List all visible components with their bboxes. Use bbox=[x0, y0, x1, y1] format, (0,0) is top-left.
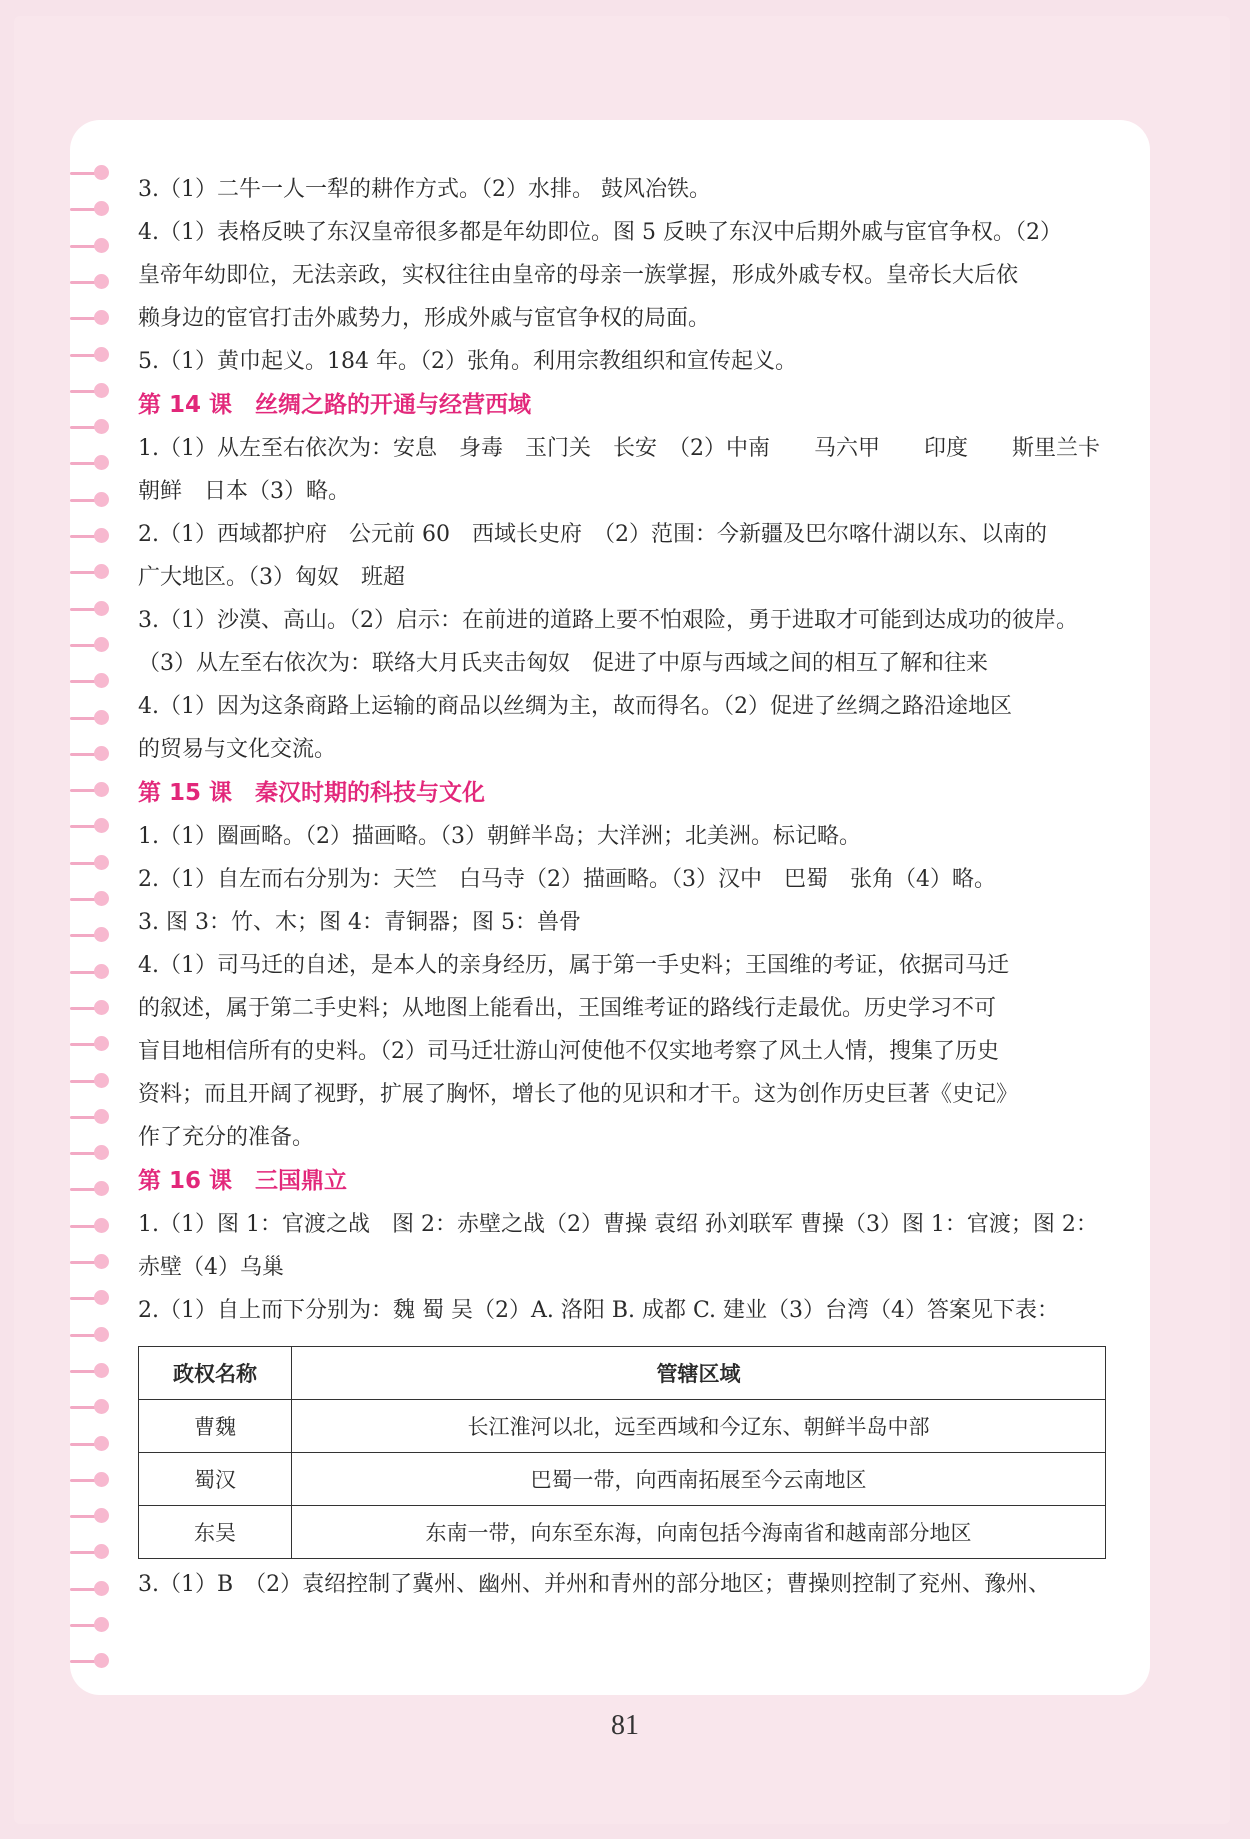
binding-ring bbox=[70, 1617, 116, 1633]
binding-ring bbox=[70, 1436, 116, 1452]
binding-ring bbox=[70, 855, 116, 871]
table-cell: 长江淮河以北，远至西域和今辽东、朝鲜半岛中部 bbox=[292, 1400, 1106, 1453]
binding-ring bbox=[70, 637, 116, 653]
binding-ring bbox=[70, 238, 116, 254]
binding-ring bbox=[70, 201, 116, 217]
answer-line: 2.（1）自上而下分别为：魏 蜀 吴（2）A. 洛阳 B. 成都 C. 建业（3）台湾（4）答案见下表： bbox=[138, 1298, 1060, 1323]
table-header-cell: 政权名称 bbox=[139, 1347, 292, 1400]
lesson-heading: 第 14 课 丝绸之路的开通与经营西域 bbox=[138, 392, 532, 418]
binding-ring bbox=[70, 1544, 116, 1560]
answer-line: 4.（1）表格反映了东汉皇帝很多都是年幼即位。图 5 反映了东汉中后期外戚与宦官争权。（2） bbox=[138, 220, 1062, 245]
answer-line: 的贸易与文化交流。 bbox=[138, 737, 337, 762]
table-cell: 东南一带，向东至东海，向南包括今海南省和越南部分地区 bbox=[292, 1506, 1106, 1559]
binding-ring bbox=[70, 1145, 116, 1161]
binding-ring bbox=[70, 455, 116, 471]
table-header-cell: 管辖区域 bbox=[292, 1347, 1106, 1400]
answer-line: 3. 图 3：竹、木；图 4：青铜器；图 5：兽骨 bbox=[138, 910, 581, 935]
lesson-heading: 第 16 课 三国鼎立 bbox=[138, 1168, 348, 1194]
binding-ring bbox=[70, 673, 116, 689]
binding-ring bbox=[70, 746, 116, 762]
answer-line: 4.（1）司马迁的自述，是本人的亲身经历，属于第一手史料；王国维的考证，依据司马迁 bbox=[138, 953, 1009, 978]
binding-ring bbox=[70, 1653, 116, 1669]
answer-line: 1.（1）从左至右依次为：安息 身毒 玉门关 长安 （2）中南 马六甲 印度 斯里兰卡 bbox=[138, 436, 1100, 461]
answer-line: 赖身边的宦官打击外戚势力，形成外戚与宦官争权的局面。 bbox=[138, 306, 711, 331]
answer-line: 赤壁（4）乌巢 bbox=[138, 1255, 284, 1280]
answer-line: 广大地区。（3）匈奴 班超 bbox=[138, 565, 405, 590]
binding-ring bbox=[70, 964, 116, 980]
regime-territory-table bbox=[138, 1346, 1106, 1559]
answer-line: 3.（1）B （2）袁绍控制了冀州、幽州、并州和青州的部分地区；曹操则控制了兖州、豫州、 bbox=[138, 1572, 1051, 1597]
binding-ring bbox=[70, 419, 116, 435]
answer-line: 资料；而且开阔了视野，扩展了胸怀，增长了他的见识和才干。这为创作历史巨著《史记》 bbox=[138, 1082, 1019, 1107]
answer-line: 3.（1）沙漠、高山。（2）启示：在前进的道路上要不怕艰险，勇于进取才可能到达成功的彼岸。 bbox=[138, 608, 1078, 633]
binding-ring bbox=[70, 1181, 116, 1197]
binding-ring bbox=[70, 528, 116, 544]
binding-ring bbox=[70, 492, 116, 508]
answer-line: 3.（1）二牛一人一犁的耕作方式。（2）水排。 鼓风冶铁。 bbox=[138, 177, 711, 202]
table-row bbox=[139, 1506, 1106, 1559]
binding-ring bbox=[70, 891, 116, 907]
answer-line: 4.（1）因为这条商路上运输的商品以丝绸为主，故而得名。（2）促进了丝绸之路沿途地区 bbox=[138, 694, 1012, 719]
table-row bbox=[139, 1453, 1106, 1506]
binding-ring bbox=[70, 274, 116, 290]
answer-line: 1.（1）圈画略。（2）描画略。（3）朝鲜半岛；大洋洲；北美洲。标记略。 bbox=[138, 824, 861, 849]
binding-ring bbox=[70, 383, 116, 399]
binding-ring bbox=[70, 1000, 116, 1016]
binding-ring bbox=[70, 564, 116, 580]
binding-ring bbox=[70, 1109, 116, 1125]
answer-line: 1.（1）图 1：官渡之战 图 2：赤壁之战（2）曹操 袁绍 孙刘联军 曹操（3）图 1：官渡；图 2： bbox=[138, 1212, 1098, 1237]
table-row bbox=[139, 1400, 1106, 1453]
binding-ring bbox=[70, 1508, 116, 1524]
binding-ring bbox=[70, 710, 116, 726]
notebook-binding-rings bbox=[70, 165, 116, 1670]
binding-ring bbox=[70, 782, 116, 798]
table-cell: 蜀汉 bbox=[139, 1453, 292, 1506]
binding-ring bbox=[70, 818, 116, 834]
answer-line: 作了充分的准备。 bbox=[138, 1125, 315, 1150]
answer-line: 朝鲜 日本（3）略。 bbox=[138, 479, 350, 504]
answer-line: （3）从左至右依次为：联络大月氏夹击匈奴 促进了中原与西域之间的相互了解和往来 bbox=[138, 651, 988, 676]
binding-ring bbox=[70, 1363, 116, 1379]
binding-ring bbox=[70, 1581, 116, 1597]
answer-line: 盲目地相信所有的史料。（2）司马迁壮游山河使他不仅实地考察了风土人情，搜集了历史 bbox=[138, 1039, 1000, 1064]
answer-content bbox=[138, 168, 1128, 1606]
binding-ring bbox=[70, 1399, 116, 1415]
page-number: 81 bbox=[611, 1710, 639, 1741]
answer-line: 皇帝年幼即位，无法亲政，实权往往由皇帝的母亲一族掌握，形成外戚专权。皇帝长大后依 bbox=[138, 263, 1019, 288]
binding-ring bbox=[70, 927, 116, 943]
answer-line: 2.（1）西域都护府 公元前 60 西域长史府 （2）范围：今新疆及巴尔喀什湖以东、以南的 bbox=[138, 522, 1047, 547]
binding-ring bbox=[70, 1254, 116, 1270]
table-cell: 巴蜀一带，向西南拓展至今云南地区 bbox=[292, 1453, 1106, 1506]
answer-line: 的叙述，属于第二手史料；从地图上能看出，王国维考证的路线行走最优。历史学习不可 bbox=[138, 996, 997, 1021]
answer-line: 5.（1）黄巾起义。184 年。（2）张角。利用宗教组织和宣传起义。 bbox=[138, 349, 797, 374]
binding-ring bbox=[70, 1290, 116, 1306]
binding-ring bbox=[70, 601, 116, 617]
binding-ring bbox=[70, 1327, 116, 1343]
binding-ring bbox=[70, 1073, 116, 1089]
answer-line: 2.（1）自左而右分别为：天竺 白马寺（2）描画略。（3）汉中 巴蜀 张角（4）略。 bbox=[138, 867, 996, 892]
binding-ring bbox=[70, 347, 116, 363]
lesson-heading: 第 15 课 秦汉时期的科技与文化 bbox=[138, 780, 486, 806]
table-header-row bbox=[139, 1347, 1106, 1400]
binding-ring bbox=[70, 1472, 116, 1488]
table-cell: 曹魏 bbox=[139, 1400, 292, 1453]
binding-ring bbox=[70, 310, 116, 326]
table-cell: 东吴 bbox=[139, 1506, 292, 1559]
binding-ring bbox=[70, 1036, 116, 1052]
binding-ring bbox=[70, 165, 116, 181]
binding-ring bbox=[70, 1218, 116, 1234]
